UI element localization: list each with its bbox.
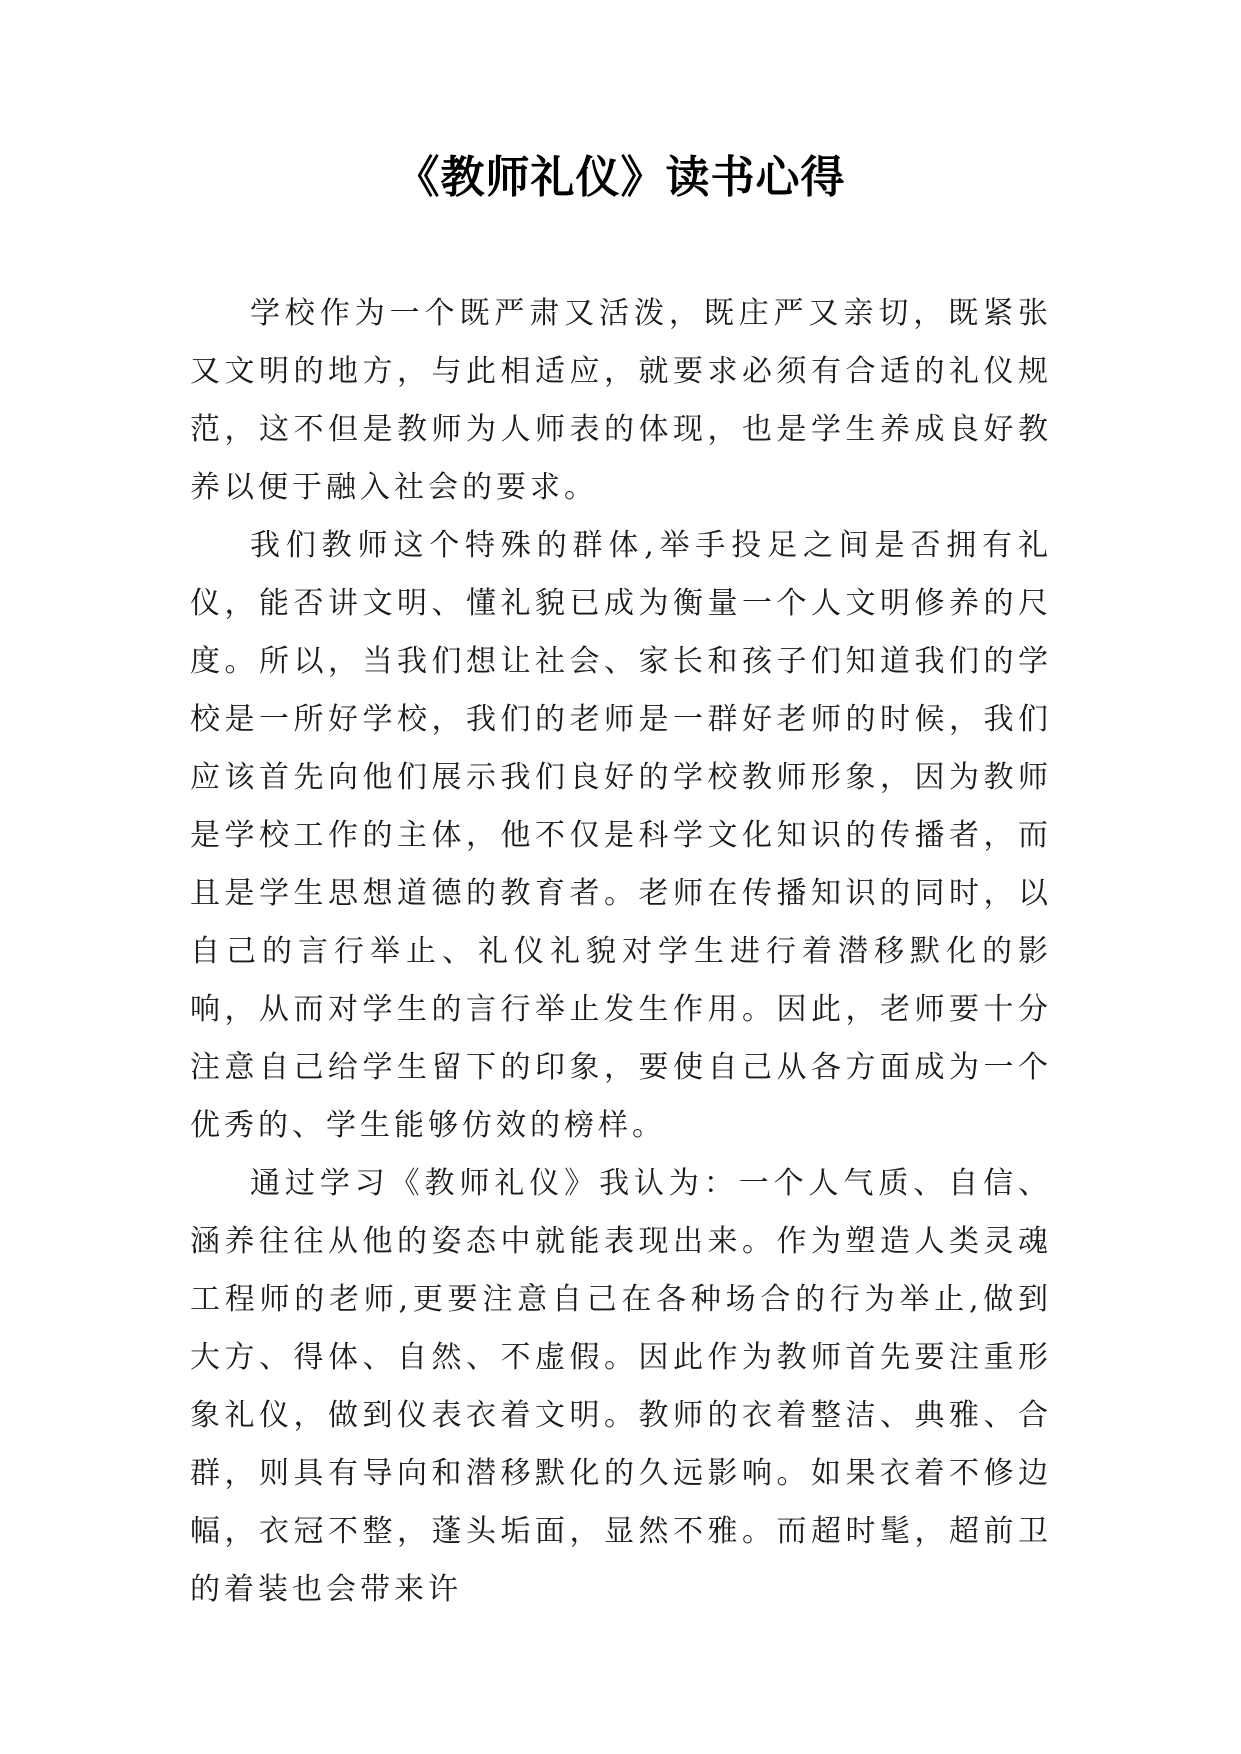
document-title: 《教师礼仪》读书心得 [395, 152, 846, 203]
document-body [190, 285, 1052, 1619]
paragraph-3: 通过学习《教师礼仪》我认为：一个人气质、自信、涵养往往从他的姿态中就能表现出来。作为塑造人类灵魂工程师的老师,更要注意自己在各种场合的行为举止,做到大方、得体、自然、不虚假。因此作为教师首先要注重形象礼仪，做到仪表衣着文明。教师的衣着整洁、典雅、合群，则具有导向和潜移默化的久远影响。如果衣着不修边幅，衣冠不整，蓬头垢面，显然不雅。而超时髦，超前卫的着装也会带来许 [190, 1166, 1052, 1607]
paragraph-2: 我们教师这个特殊的群体,举手投足之间是否拥有礼仪，能否讲文明、懂礼貌已成为衡量一个人文明修养的尺度。所以，当我们想让社会、家长和孩子们知道我们的学校是一所好学校，我们的老师是一群好老师的时候，我们应该首先向他们展示我们良好的学校教师形象，因为教师是学校工作的主体，他不仅是科学文化知识的传播者，而且是学生思想道德的教育者。老师在传播知识的同时，以自己的言行举止、礼仪礼貌对学生进行着潜移默化的影响，从而对学生的言行举止发生作用。因此，老师要十分注意自己给学生留下的印象，要使自己从各方面成为一个优秀的、学生能够仿效的榜样。 [190, 528, 1052, 1143]
paragraph-1: 学校作为一个既严肃又活泼，既庄严又亲切，既紧张又文明的地方，与此相适应，就要求必须有合适的礼仪规范，这不但是教师为人师表的体现，也是学生养成良好教养以便于融入社会的要求。 [190, 296, 1052, 505]
